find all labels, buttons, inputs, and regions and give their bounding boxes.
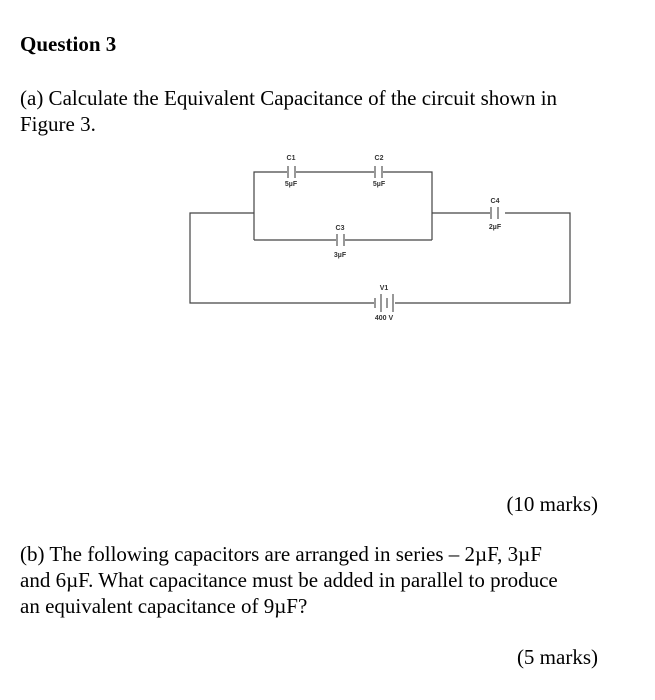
part-a-marks: (10 marks) [506,492,598,516]
c2-value: 5µF [372,181,386,188]
part-b-marks: (5 marks) [516,645,598,669]
wire-outer-right [395,213,570,303]
c4-label: C4 [490,198,500,205]
v1-value: 400 V [374,315,394,322]
c4-value: 2µF [488,224,502,231]
part-b-text [20,541,610,619]
capacitor-c4 [489,198,502,231]
part-b-line-2: and 6µF. What capacitance must be added in parallel to produce [20,568,558,592]
battery-v1 [375,285,394,322]
wire-outer-left [190,213,374,303]
part-b-line-1: (b) The following capacitors are arranged in series – 2µF, 3µF [20,542,542,566]
part-b-line-3: an equivalent capacitance of 9µF? [20,594,308,618]
capacitor-c3 [334,225,347,259]
v1-label: V1 [379,285,389,292]
wire-block-top-right [383,172,432,240]
part-a-line-2: Figure 3. [20,112,96,136]
part-a-line-1: (a) Calculate the Equivalent Capacitance of the circuit shown in [20,86,558,110]
wire-block-top-left [254,172,287,240]
c3-label: C3 [335,225,345,232]
c1-label: C1 [286,155,296,162]
c3-value: 3µF [333,252,347,259]
c2-label: C2 [374,155,384,162]
question-title: Question 3 [20,32,117,56]
c1-value: 5µF [284,181,298,188]
